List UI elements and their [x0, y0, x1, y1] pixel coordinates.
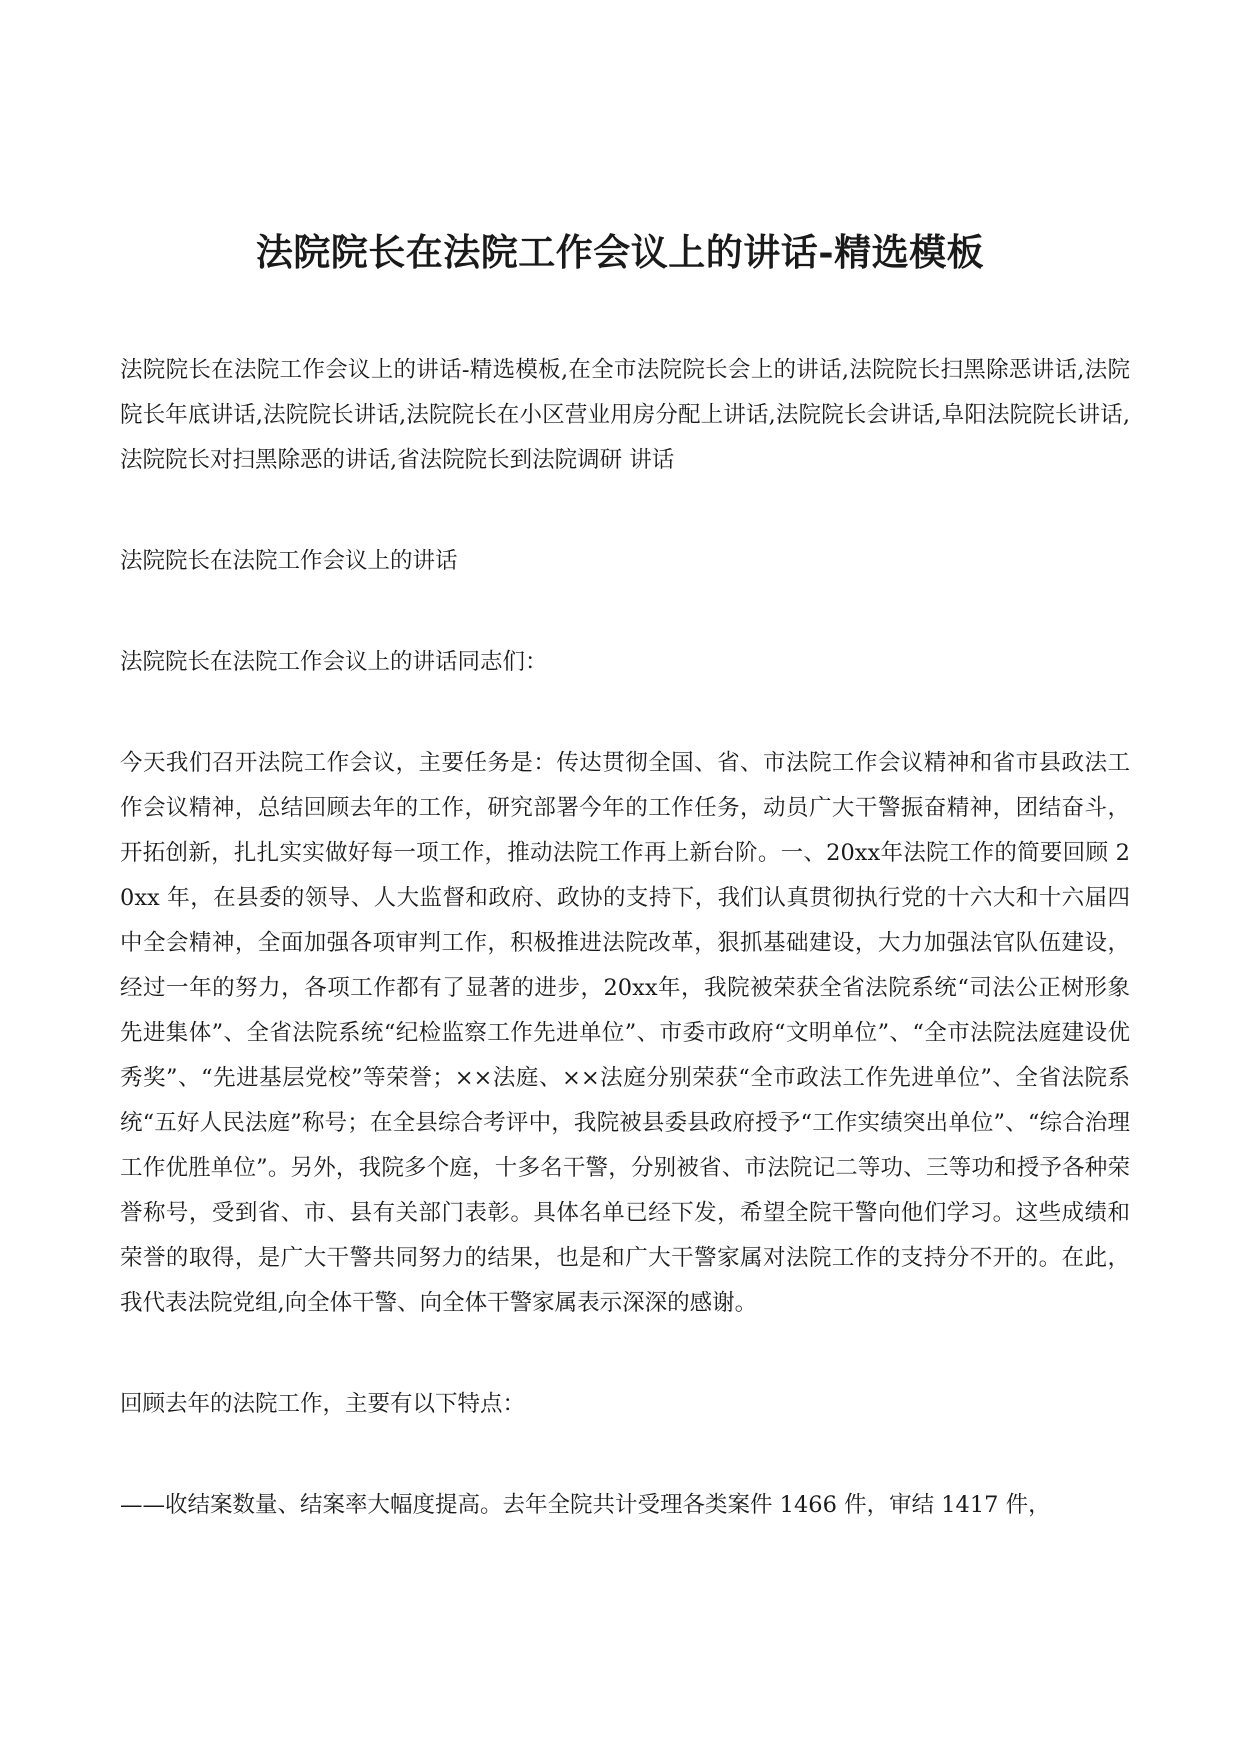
document-body: [120, 348, 1130, 1584]
salutation-paragraph: 法院院长在法院工作会议上的讲话同志们：: [120, 649, 548, 675]
keywords-paragraph: 法院院长在法院工作会议上的讲话-精选模板,在全市法院院长会上的讲话,法院院长扫黑除恶讲话,法院院长年底讲话,法院院长讲话,法院院长在小区营业用房分配上讲话,法院院长会讲话,阜阳法院院长讲话,法院院长对扫黑除恶的讲话,省法院院长到法院调研 讲话: [120, 357, 1130, 473]
case-stats-paragraph: ——收结案数量、结案率大幅度提高。去年全院共计受理各类案件 1466 件，审结 1417 件，: [120, 1492, 1051, 1518]
body-paragraph: 今天我们召开法院工作会议，主要任务是：传达贯彻全国、省、市法院工作会议精神和省市县政法工作会议精神，总结回顾去年的工作，研究部署今年的工作任务，动员广大干警振奋精神，团结奋斗，开拓创新，扎扎实实做好每一项工作，推动法院工作再上新台阶。一、20xx年法院工作的简要回顾 20xx 年，在县委的领导、人大监督和政府、政协的支持下，我们认真贯彻执行党的十六大和十六届四中全会精神，全面加强各项审判工作，积极推进法院改革，狠抓基础建设，大力加强法官队伍建设，经过一年的努力，各项工作都有了显著的进步，20xx年，我院被荣获全省法院系统“司法公正树形象先进集体”、全省法院系统“纪检监察工作先进单位”、市委市政府“文明单位”、“全市法院法庭建设优秀奖”、“先进基层党校”等荣誉；××法庭、××法庭分别荣获“全市政法工作先进单位”、全省法院系统“五好人民法庭”称号；在全县综合考评中，我院被县委县政府授予“工作实绩突出单位”、“综合治理工作优胜单位”。另外，我院多个庭，十多名干警，分别被省、市法院记二等功、三等功和授予各种荣誉称号，受到省、市、县有关部门表彰。具体名单已经下发，希望全院干警向他们学习。这些成绩和荣誉的取得，是广大干警共同努力的结果，也是和广大干警家属对法院工作的支持分不开的。在此，我代表法院党组,向全体干警、向全体干警家属表示深深的感谢。: [120, 750, 1130, 1316]
subtitle-paragraph: 法院院长在法院工作会议上的讲话: [120, 548, 458, 574]
review-heading-paragraph: 回顾去年的法院工作，主要有以下特点：: [120, 1391, 526, 1417]
document-title: 法院院长在法院工作会议上的讲话-精选模板: [255, 230, 985, 274]
